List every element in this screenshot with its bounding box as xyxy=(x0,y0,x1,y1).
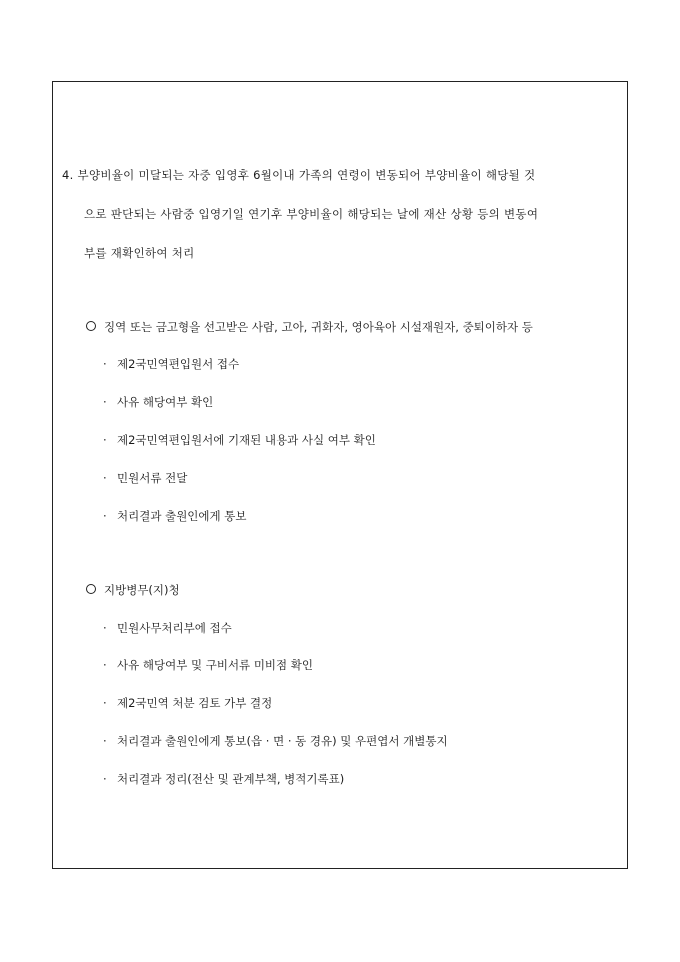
dot-bullet-icon: · xyxy=(103,357,107,371)
list-item-text: 처리결과 출원인에게 통보(읍 · 면 · 동 경유) 및 우편엽서 개별통지 xyxy=(117,734,448,748)
list-item xyxy=(103,432,376,448)
paragraph-number: 4. xyxy=(62,168,74,182)
paragraph-line-2: 으로 판단되는 사람중 입영기일 연기후 부양비율이 해당되는 날에 재산 상황 등의 변동여 xyxy=(84,207,539,221)
section-heading-1 xyxy=(86,319,533,335)
list-item xyxy=(103,733,448,749)
list-item-text: 민원사무처리부에 접수 xyxy=(117,621,232,635)
list-item-text: 제2국민역편입원서에 기재된 내용과 사실 여부 확인 xyxy=(117,433,376,447)
circle-bullet-icon xyxy=(86,321,96,331)
list-item xyxy=(103,508,247,524)
list-item-text: 사유 해당여부 확인 xyxy=(117,395,214,409)
list-item xyxy=(103,356,239,372)
dot-bullet-icon: · xyxy=(103,509,107,523)
paragraph-first-line xyxy=(62,167,535,183)
dot-bullet-icon: · xyxy=(103,696,107,710)
section-1-title: 징역 또는 금고형을 선고받은 사람, 고아, 귀화자, 영아육아 시설재원자, 중퇴이하자 등 xyxy=(104,320,533,334)
list-item xyxy=(103,771,344,787)
list-item-text: 처리결과 출원인에게 통보 xyxy=(117,509,247,523)
dot-bullet-icon: · xyxy=(103,621,107,635)
list-item-text: 민원서류 전달 xyxy=(117,471,188,485)
list-item xyxy=(103,620,232,636)
list-item xyxy=(103,657,313,673)
dot-bullet-icon: · xyxy=(103,395,107,409)
paragraph-line-1: 부양비율이 미달되는 자중 입영후 6월이내 가족의 연령이 변동되어 부양비율이 해당될 것 xyxy=(77,168,536,182)
dot-bullet-icon: · xyxy=(103,471,107,485)
dot-bullet-icon: · xyxy=(103,658,107,672)
list-item xyxy=(103,394,213,410)
dot-bullet-icon: · xyxy=(103,433,107,447)
section-heading-2 xyxy=(86,582,180,598)
dot-bullet-icon: · xyxy=(103,734,107,748)
list-item-text: 제2국민역편입원서 접수 xyxy=(117,357,240,371)
list-item xyxy=(103,695,272,711)
circle-bullet-icon xyxy=(86,584,96,594)
section-2-title: 지방병무(지)청 xyxy=(104,583,180,597)
paragraph-line-3: 부를 재확인하여 처리 xyxy=(84,246,195,260)
list-item-text: 사유 해당여부 및 구비서류 미비점 확인 xyxy=(117,658,314,672)
list-item-text: 제2국민역 처분 검토 가부 결정 xyxy=(117,696,273,710)
dot-bullet-icon: · xyxy=(103,772,107,786)
list-item xyxy=(103,470,187,486)
list-item-text: 처리결과 정리(전산 및 관계부책, 병적기록표) xyxy=(117,772,345,786)
